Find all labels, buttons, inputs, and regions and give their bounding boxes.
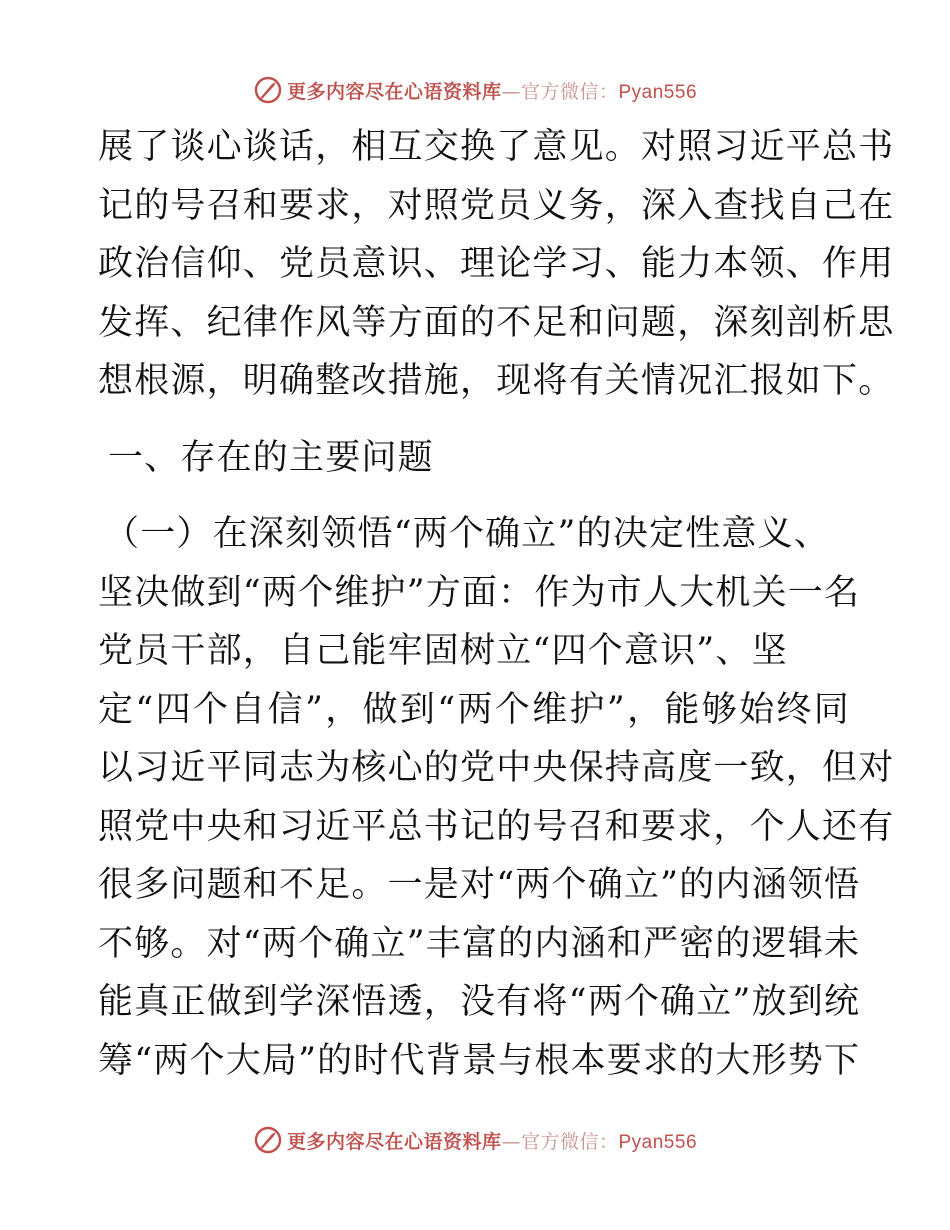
body-line: 定“四个自信”，做到“两个维护”，能够始终同 xyxy=(98,689,850,730)
body-line: 记的号召和要求，对照党员义务，深入查找自己在 xyxy=(98,185,895,226)
body-line: 党员干部，自己能牢固树立“四个意识”、坚 xyxy=(98,631,788,671)
body-line: 以习近平同志为核心的党中央保持高度一致，但对 xyxy=(98,748,895,788)
banner-brand-text: 更多内容尽在心语资料库 xyxy=(286,1130,502,1153)
body-line: 筹“两个大局”的时代背景与根本要求的大形势下 xyxy=(98,1040,861,1081)
body-line: 坚决做到“两个维护”方面：作为市人大机关一名 xyxy=(98,572,861,613)
banner-contact-label: 官方微信： xyxy=(520,80,619,103)
footer-banner xyxy=(0,1122,950,1158)
banner-brand-text: 更多内容尽在心语资料库 xyxy=(286,80,502,103)
document-body xyxy=(98,118,895,1090)
body-line: 想根源，明确整改措施，现将有关情况汇报如下。 xyxy=(98,361,895,401)
section-heading: 一、存在的主要问题 xyxy=(108,437,434,478)
banner-separator: — xyxy=(501,80,521,103)
body-line: （一）在深刻领悟“两个确立”的决定性意义、 xyxy=(104,514,830,554)
body-line: 很多问题和不足。一是对“两个确立”的内涵领悟 xyxy=(98,865,861,905)
banner-account: Pyan556 xyxy=(618,81,698,103)
body-line: 能真正做到学深悟透，没有将“两个确立”放到统 xyxy=(98,982,861,1022)
body-line: 展了谈心谈话，相互交换了意见。对照习近平总书 xyxy=(98,127,895,167)
header-banner xyxy=(0,72,950,108)
banner-separator: — xyxy=(501,1130,521,1153)
banner-account: Pyan556 xyxy=(618,1131,698,1153)
body-line: 照党中央和习近平总书记的号召和要求，个人还有 xyxy=(98,806,895,847)
quill-pen-logo-icon xyxy=(253,75,283,105)
body-line: 政治信仰、党员意识、理论学习、能力本领、作用 xyxy=(98,244,895,284)
banner-contact-label: 官方微信： xyxy=(520,1130,619,1153)
banner-text xyxy=(287,1127,697,1154)
quill-pen-logo-icon xyxy=(253,1125,283,1155)
banner-text xyxy=(287,77,697,104)
body-line: 不够。对“两个确立”丰富的内涵和严密的逻辑未 xyxy=(98,923,861,964)
body-line: 发挥、纪律作风等方面的不足和问题，深刻剖析思 xyxy=(98,302,895,343)
